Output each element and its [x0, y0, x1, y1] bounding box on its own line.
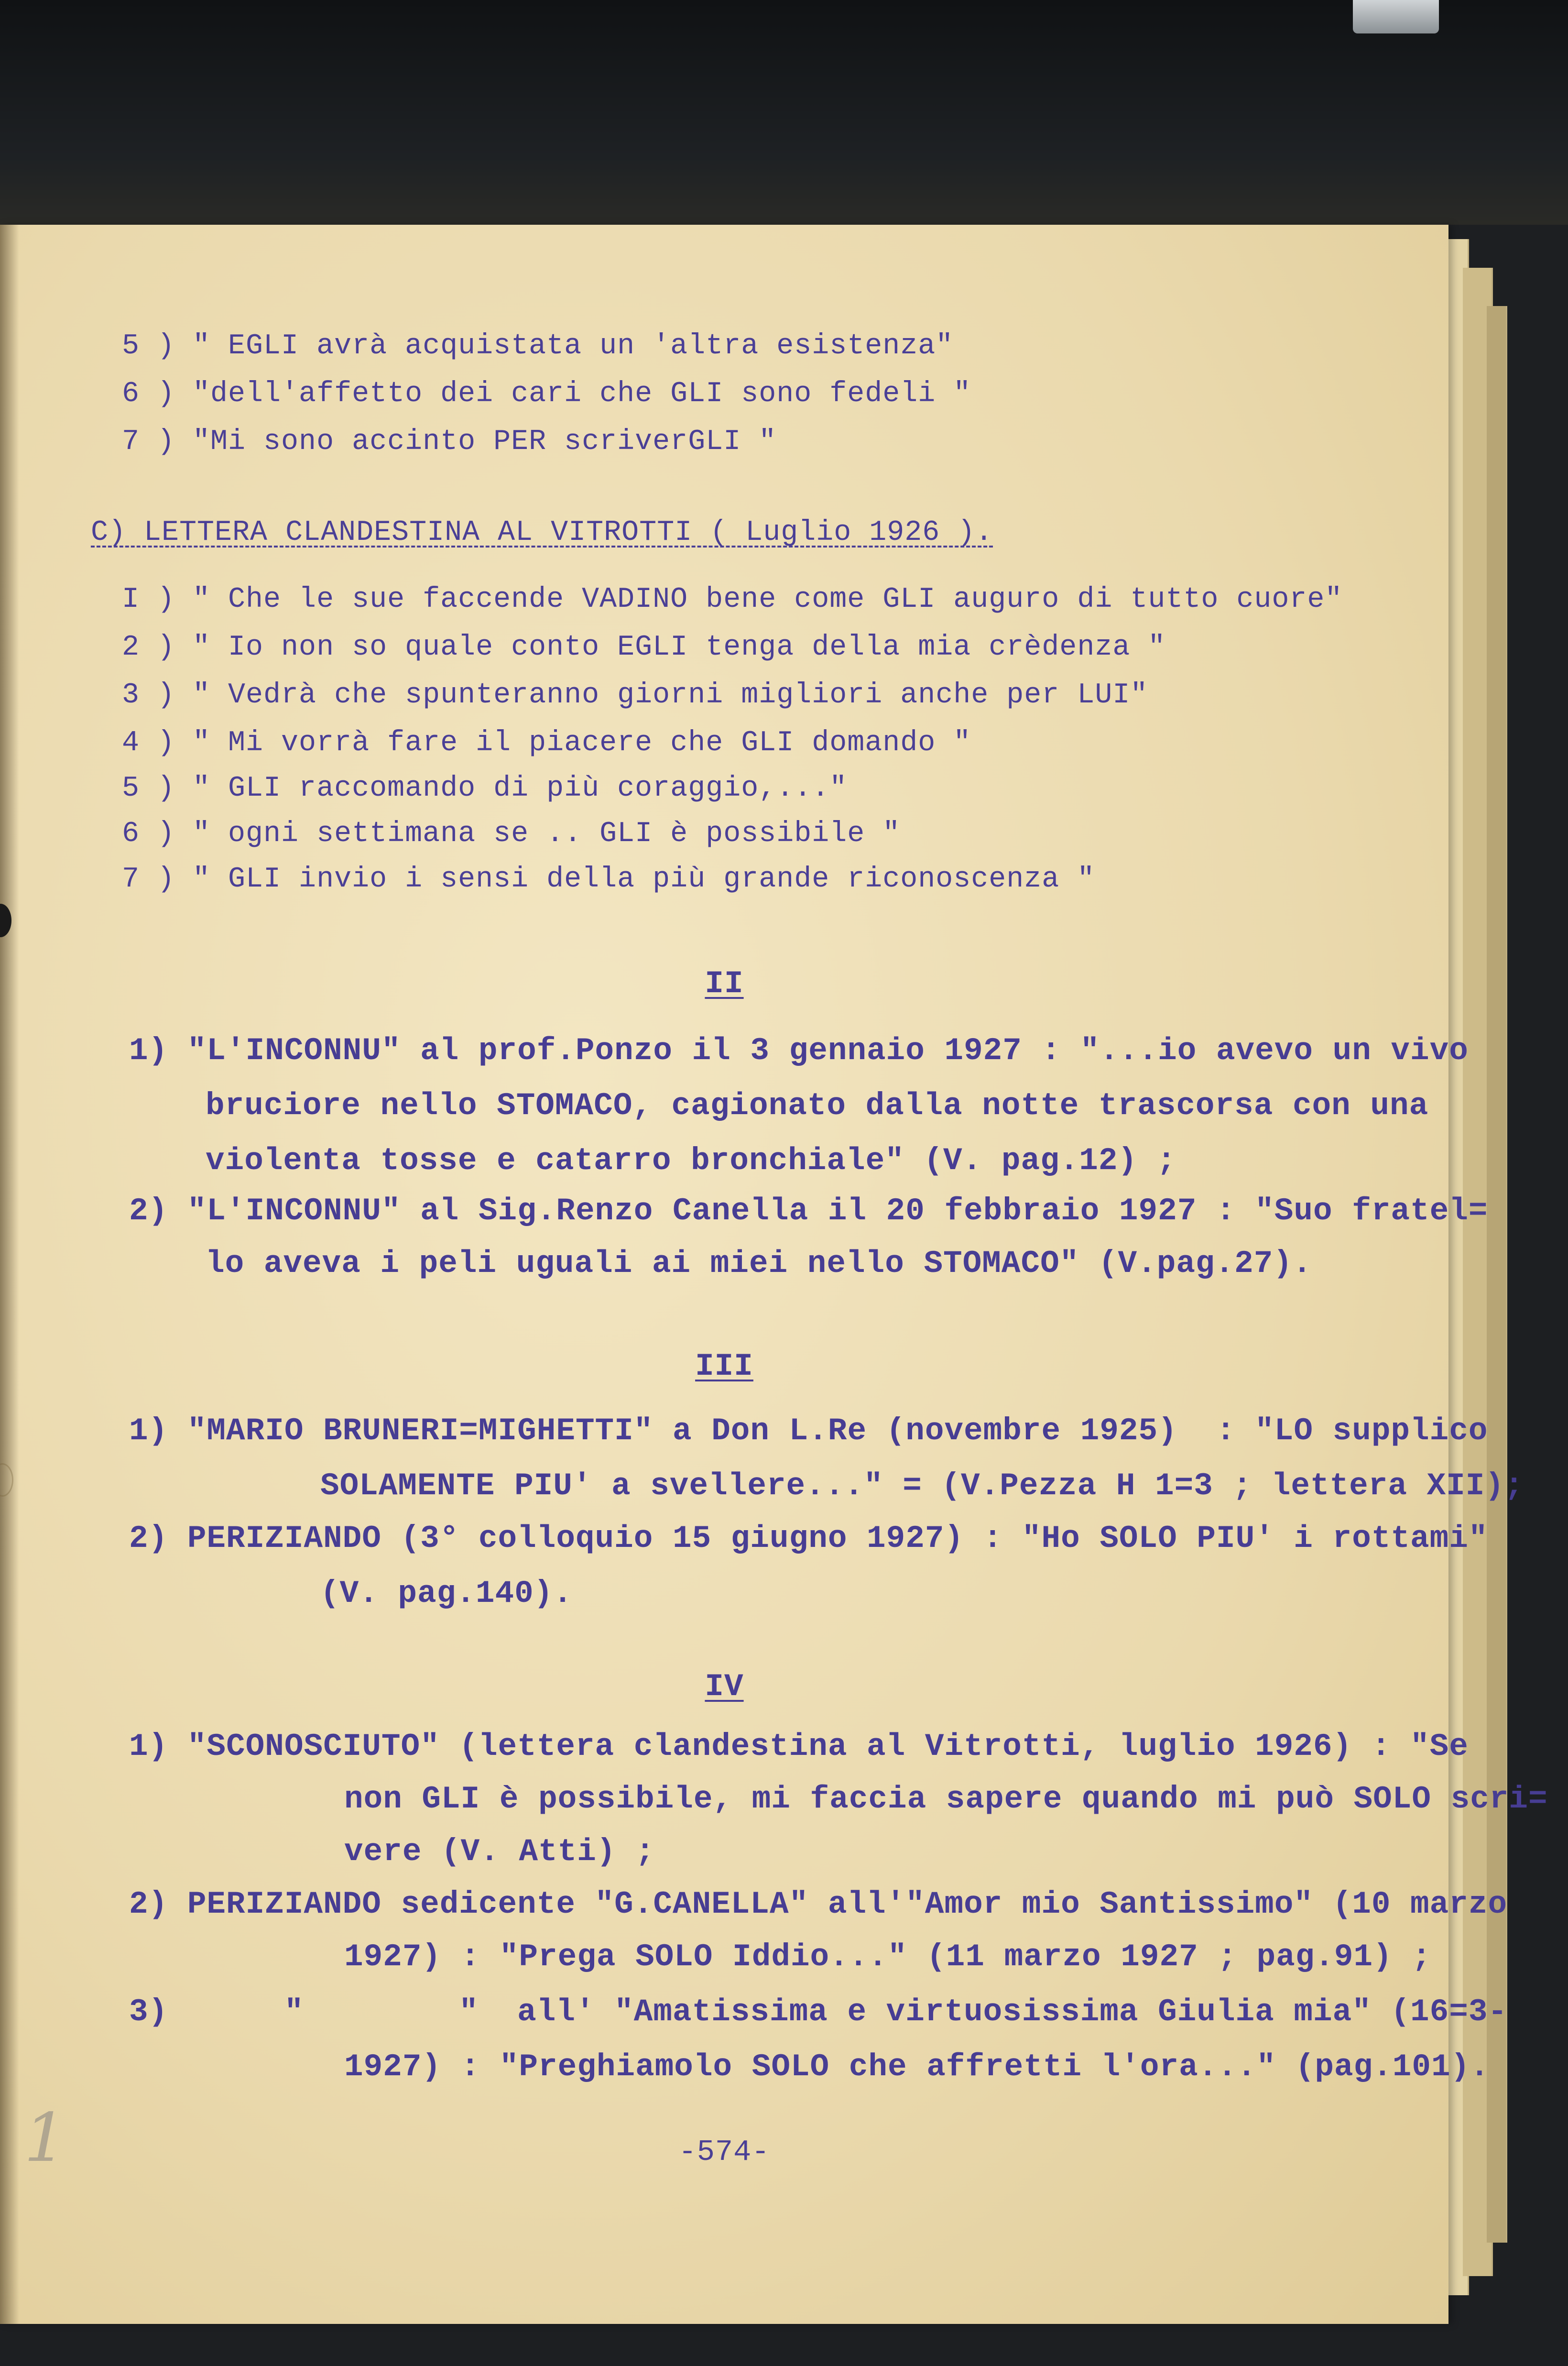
section-IV-line: vere (V. Atti) ;	[344, 1834, 655, 1870]
pencil-mark: 1	[24, 2099, 67, 2177]
section-c-title: C) LETTERA CLANDESTINA AL VITROTTI ( Luglio 1926 ).	[91, 516, 993, 549]
desk-background	[0, 0, 1568, 225]
section-b-item-6: 6 ) "dell'affetto dei cari che GLI sono fedeli "	[122, 378, 971, 410]
section-b-item-5: 5 ) " EGLI avrà acquistata un 'altra esistenza"	[122, 330, 954, 362]
section-c-item: I ) " Che le sue faccende VADINO bene come GLI auguro di tutto cuore"	[122, 583, 1343, 616]
page-stack-edge	[1487, 306, 1507, 2243]
section-III-line: 2) PERIZIANDO (3° colloquio 15 giugno 1927) : "Ho SOLO PIU' i rottami"	[129, 1521, 1488, 1556]
section-IV-line: 1) "SCONOSCIUTO" (lettera clandestina al Vitrotti, luglio 1926) : "Se	[129, 1729, 1469, 1764]
section-c-item: 7 ) " GLI invio i sensi della più grande riconoscenza "	[122, 863, 1095, 896]
section-c-item: 2 ) " Io non so quale conto EGLI tenga della mia crèdenza "	[122, 631, 1166, 664]
page-fold-shadow	[0, 225, 19, 2324]
section-IV-line: 1927) : "Prega SOLO Iddio..." (11 marzo 1927 ; pag.91) ;	[344, 1939, 1431, 1975]
section-IV-line: 3) " " all' "Amatissima e virtuosissima Giulia mia" (16=3-	[129, 1994, 1508, 2030]
page-number: -574-	[678, 2135, 770, 2169]
section-heading-III: III	[695, 1348, 753, 1384]
section-IV-line: 1927) : "Preghiamolo SOLO che affretti l'ora..." (pag.101).	[344, 2049, 1490, 2085]
section-c-item: 3 ) " Vedrà che spunteranno giorni migliori anche per LUI"	[122, 679, 1148, 712]
section-c-item: 6 ) " ogni settimana se .. GLI è possibile "	[122, 818, 901, 850]
section-III-line: (V. pag.140).	[320, 1576, 573, 1611]
section-III-line: SOLAMENTE PIU' a svellere..." = (V.Pezza H 1=3 ; lettera XII);	[320, 1468, 1524, 1504]
section-heading-IV: IV	[705, 1669, 744, 1705]
section-II-line: 2) "L'INCONNU" al Sig.Renzo Canella il 20 febbraio 1927 : "Suo fratel=	[129, 1193, 1488, 1229]
section-III-line: 1) "MARIO BRUNERI=MIGHETTI" a Don L.Re (novembre 1925) : "LO supplico	[129, 1413, 1488, 1449]
section-II-line: violenta tosse e catarro bronchiale" (V. pag.12) ;	[206, 1143, 1176, 1179]
section-IV-line: non GLI è possibile, mi faccia sapere quando mi può SOLO scri=	[344, 1781, 1548, 1817]
section-II-line: 1) "L'INCONNU" al prof.Ponzo il 3 gennaio 1927 : "...io avevo un vivo	[129, 1033, 1469, 1069]
section-II-line: lo aveva i peli uguali ai miei nello STOMACO" (V.pag.27).	[206, 1246, 1312, 1282]
section-c-item: 4 ) " Mi vorrà fare il piacere che GLI domando "	[122, 727, 971, 759]
section-b-item-7: 7 ) "Mi sono accinto PER scriverGLI "	[122, 426, 777, 458]
section-II-line: bruciore nello STOMACO, cagionato dalla notte trascorsa con una	[206, 1088, 1429, 1124]
section-c-item: 5 ) " GLI raccomando di più coraggio,..."	[122, 772, 848, 805]
section-heading-II: II	[705, 966, 744, 1002]
binder-clip	[1353, 0, 1439, 33]
section-IV-line: 2) PERIZIANDO sedicente "G.CANELLA" all'"Amor mio Santissimo" (10 marzo	[129, 1886, 1508, 1922]
